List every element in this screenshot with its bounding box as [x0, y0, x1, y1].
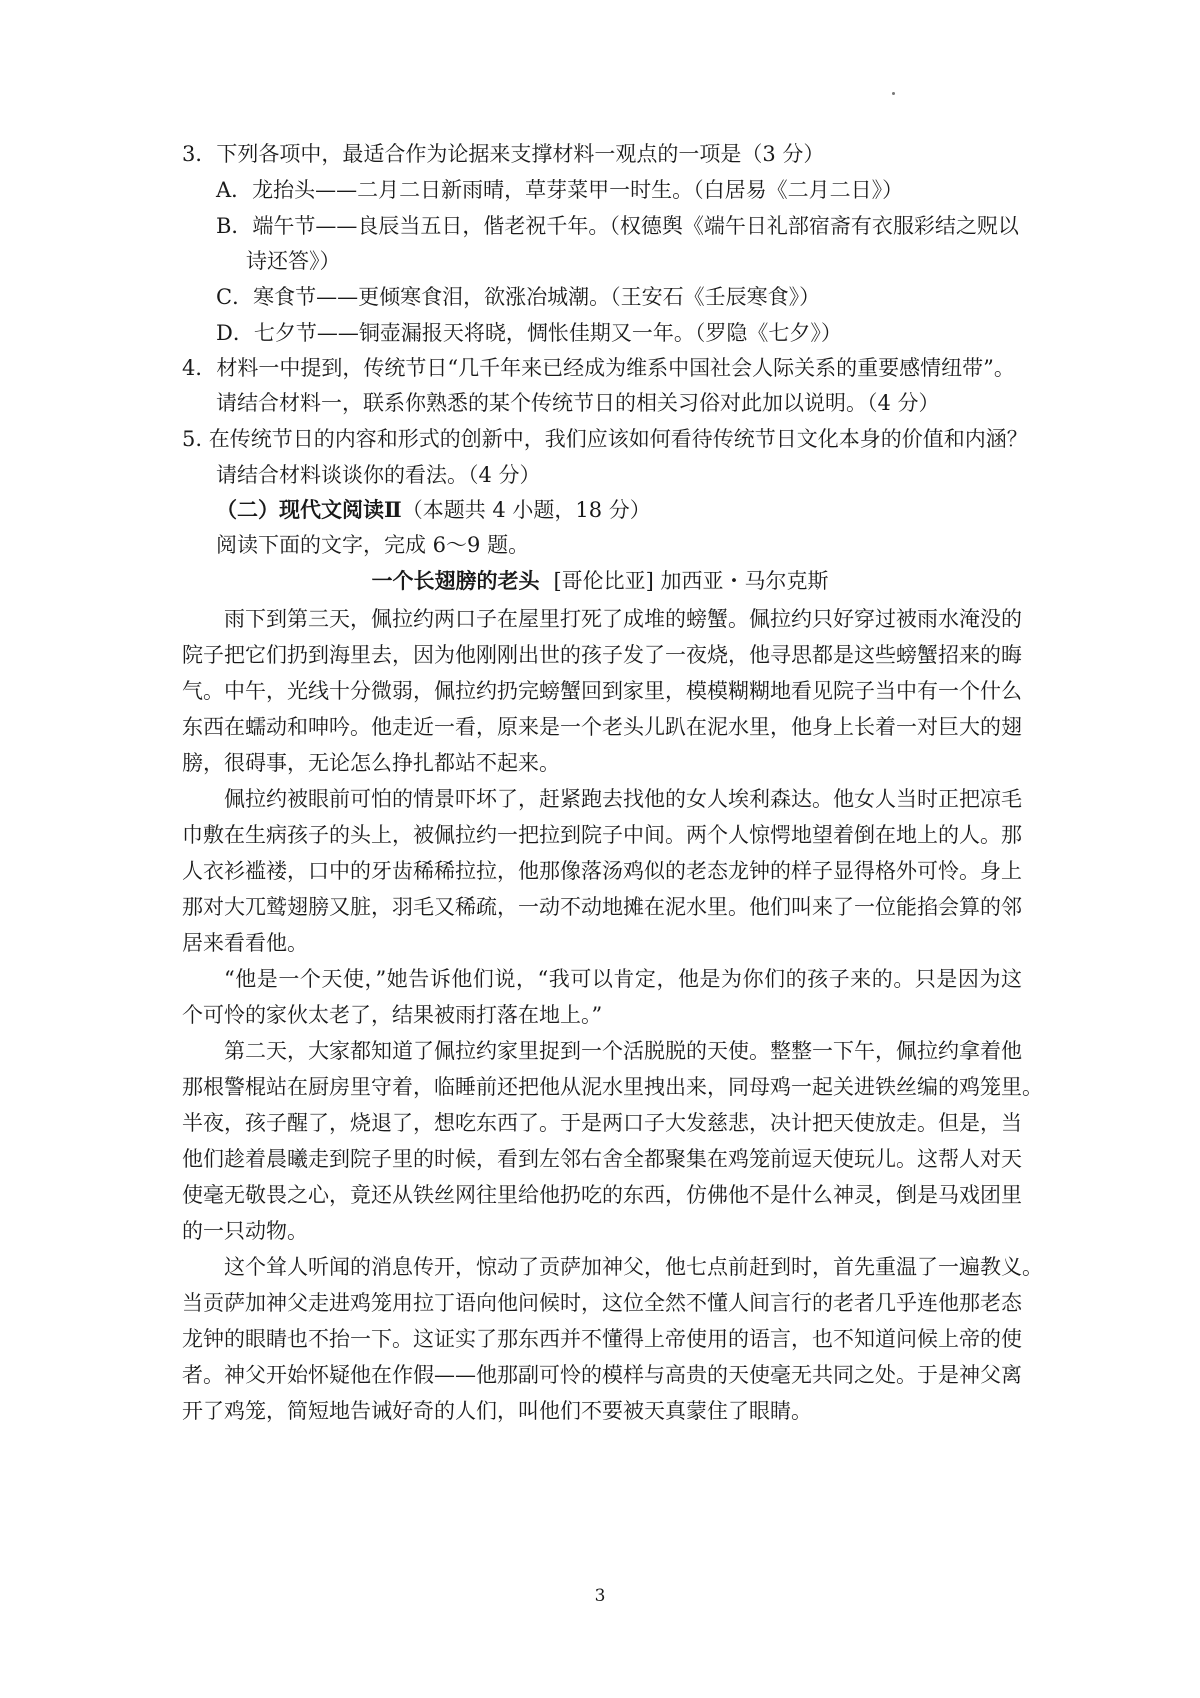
scan-dot [892, 92, 895, 95]
question-4-line-1: 4．材料一中提到，传统节日“几千年来已经成为维系中国社会人际关系的重要感情纽带”。 [182, 356, 1015, 380]
article-line: 他们趁着晨曦走到院子里的时候，看到左邻右舍全都聚集在鸡笼前逗天使玩儿。这帮人对天 [182, 1147, 1022, 1171]
article-line: 使毫无敬畏之心，竟还从铁丝网往里给他扔吃的东西，仿佛他不是什么神灵，倒是马戏团里 [182, 1183, 1022, 1207]
question-3-stem: 3．下列各项中，最适合作为论据来支撑材料一观点的一项是（3 分） [182, 142, 825, 166]
article-line: 龙钟的眼睛也不抬一下。这证实了那东西并不懂得上帝使用的语言，也不知道问候上帝的使 [182, 1327, 1022, 1351]
article-line: 气。中午，光线十分微弱，佩拉约扔完螃蟹回到家里，模模糊糊地看见院子当中有一个什么 [182, 679, 1022, 703]
question-3-option-b-cont: 诗还答》） [246, 249, 341, 273]
article-line: 人衣衫褴褛，口中的牙齿稀稀拉拉，他那像落汤鸡似的老态龙钟的样子显得格外可怜。身上 [182, 859, 1022, 883]
article-line: 膀，很碍事，无论怎么挣扎都站不起来。 [182, 751, 560, 775]
article-line: “他是一个天使，”她告诉他们说，“我可以肯定，他是为你们的孩子来的。只是因为这 [224, 967, 1022, 991]
article-line: 居来看看他。 [182, 931, 308, 955]
article-line: 个可怜的家伙太老了，结果被雨打落在地上。” [182, 1003, 603, 1027]
question-5-line-2: 请结合材料谈谈你的看法。（4 分） [216, 463, 541, 487]
question-3-option-c: C．寒食节——更倾寒食泪，欲涨冶城潮。（王安石《壬辰寒食》） [216, 285, 821, 309]
article-line: 东西在蠕动和呻吟。他走近一看，原来是一个老头儿趴在泥水里，他身上长着一对巨大的翅 [182, 715, 1022, 739]
page-number: 3 [594, 1586, 606, 1606]
question-3-option-d: D．七夕节——铜壶漏报天将晓，惆怅佳期又一年。（罗隐《七夕》） [216, 321, 842, 345]
article-line: 当贡萨加神父走进鸡笼用拉丁语向他问候时，这位全然不懂人间言行的老者几乎连他那老态 [182, 1291, 1022, 1315]
section-heading [216, 496, 651, 524]
article-line: 雨下到第三天，佩拉约两口子在屋里打死了成堆的螃蟹。佩拉约只好穿过被雨水淹没的 [224, 607, 1022, 631]
question-4-line-2: 请结合材料一，联系你熟悉的某个传统节日的相关习俗对此加以说明。（4 分） [216, 391, 940, 415]
article-line: 半夜，孩子醒了，烧退了，想吃东西了。于是两口子大发慈悲，决计把天使放走。但是，当 [182, 1111, 1022, 1135]
article-line: 巾敷在生病孩子的头上，被佩拉约一把拉到院子中间。两个人惊愕地望着倒在地上的人。那 [182, 823, 1022, 847]
article-author: [哥伦比亚] 加西亚・马尔克斯 [553, 569, 829, 593]
section-heading-title: （二）现代文阅读Ⅱ [216, 497, 402, 522]
article-line: 第二天，大家都知道了佩拉约家里捉到一个活脱脱的天使。整整一下午，佩拉约拿着他 [224, 1039, 1022, 1063]
article-line: 佩拉约被眼前可怕的情景吓坏了，赶紧跑去找他的女人埃利森达。他女人当时正把凉毛 [224, 787, 1022, 811]
article-line: 这个耸人听闻的消息传开，惊动了贡萨加神父，他七点前赶到时，首先重温了一遍教义。 [224, 1255, 1043, 1279]
question-3-option-a: A．龙抬头——二月二日新雨晴，草芽菜甲一时生。（白居易《二月二日》） [216, 178, 904, 202]
question-3-option-b: B．端午节——良辰当五日，偕老祝千年。（权德舆《端午日礼部宿斋有衣服彩结之贶以 [216, 214, 1019, 238]
article-line: 院子把它们扔到海里去，因为他刚刚出世的孩子发了一夜烧，他寻思都是这些螃蟹招来的晦 [182, 643, 1022, 667]
article-line: 的一只动物。 [182, 1219, 308, 1243]
article-line: 者。神父开始怀疑他在作假——他那副可怜的模样与高贵的天使毫无共同之处。于是神父离 [182, 1363, 1022, 1387]
article-title: 一个长翅膀的老头 [371, 568, 540, 593]
section-instruction: 阅读下面的文字，完成 6～9 题。 [216, 533, 530, 557]
article-line: 那根警棍站在厨房里守着，临睡前还把他从泥水里拽出来，同母鸡一起关进铁丝编的鸡笼里。 [182, 1075, 1043, 1099]
article-line: 那对大兀鹫翅膀又脏，羽毛又稀疏，一动不动地摊在泥水里。他们叫来了一位能掐会算的邻 [182, 895, 1022, 919]
question-5-line-1: 5. 在传统节日的内容和形式的创新中，我们应该如何看待传统节日文化本身的价值和内涵？ [182, 427, 1028, 451]
article-line: 开了鸡笼，简短地告诫好奇的人们，叫他们不要被天真蒙住了眼睛。 [182, 1399, 812, 1423]
article-title-line [0, 567, 1200, 595]
section-heading-note: （本题共 4 小题，18 分） [401, 498, 651, 522]
